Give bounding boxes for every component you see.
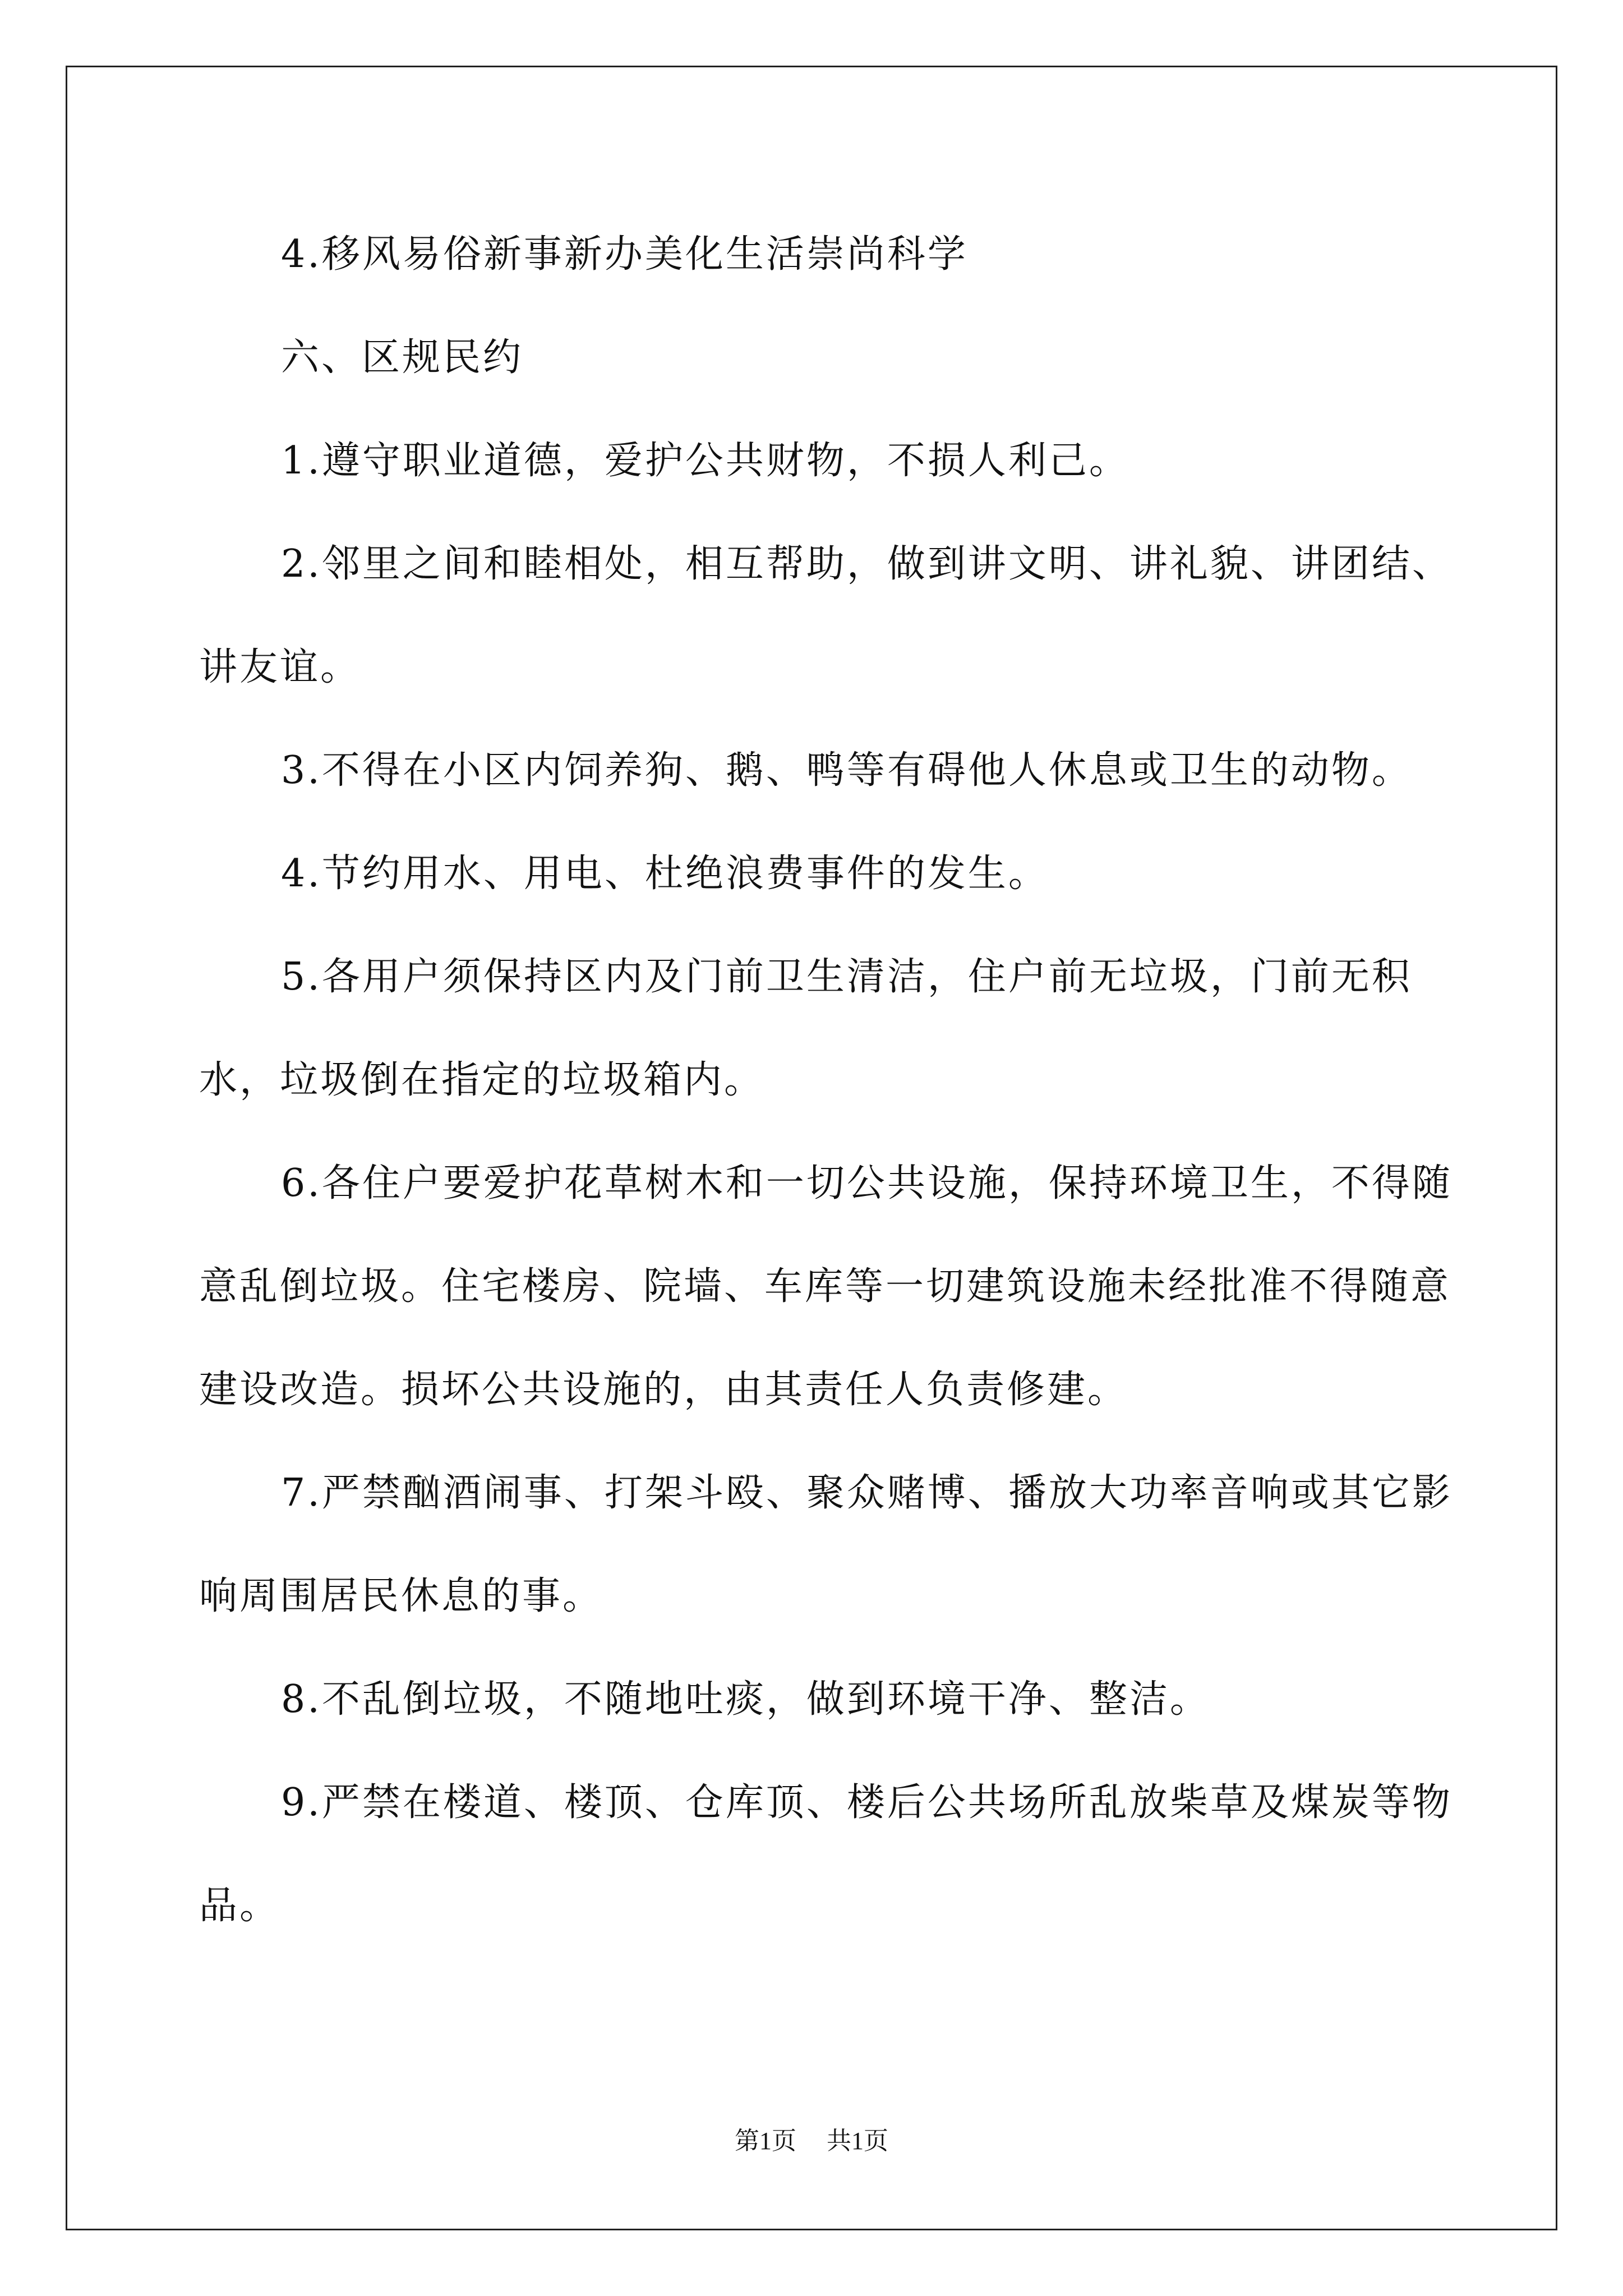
paragraph-rule-7: 7.严禁酗酒闹事、打架斗殴、聚众赌博、播放大功率音响或其它影响周围居民休息的事。 xyxy=(199,1471,1453,1618)
page-number: 第1页 xyxy=(735,2127,796,2155)
paragraph-rule-5: 5.各用户须保持区内及门前卫生清洁，住户前无垃圾，门前无积水，垃圾倒在指定的垃圾箱内。 xyxy=(199,955,1412,1102)
paragraph-rule-4: 4.节约用水、用电、杜绝浪费事件的发生。 xyxy=(281,852,1049,896)
paragraph-rule-1: 1.遵守职业道德，爱护公共财物，不损人利己。 xyxy=(281,439,1129,483)
page-total: 共1页 xyxy=(827,2127,888,2155)
paragraph-rule-8: 8.不乱倒垃圾，不随地吐痰，做到环境干净、整洁。 xyxy=(281,1677,1210,1722)
paragraph-rule-9: 9.严禁在楼道、楼顶、仓库顶、楼后公共场所乱放柴草及煤炭等物品。 xyxy=(199,1780,1453,1928)
page-footer xyxy=(0,2120,1623,2156)
paragraph-rule-2: 2.邻里之间和睦相处，相互帮助，做到讲文明、讲礼貌、讲团结、讲友谊。 xyxy=(199,542,1453,689)
section-heading-regulations: 六、区规民约 xyxy=(281,335,524,380)
paragraph-rule-3: 3.不得在小区内饲养狗、鹅、鸭等有碍他人休息或卫生的动物。 xyxy=(281,748,1412,793)
paragraph-rule-6: 6.各住户要爱护花草树木和一切公共设施，保持环境卫生，不得随意乱倒垃圾。住宅楼房、院墙、车库等一切建筑设施未经批准不得随意建设改造。损坏公共设施的，由其责任人负责修建。 xyxy=(199,1161,1453,1412)
paragraph-item-4-customs: 4.移风易俗新事新办美化生活崇尚科学 xyxy=(281,232,968,277)
